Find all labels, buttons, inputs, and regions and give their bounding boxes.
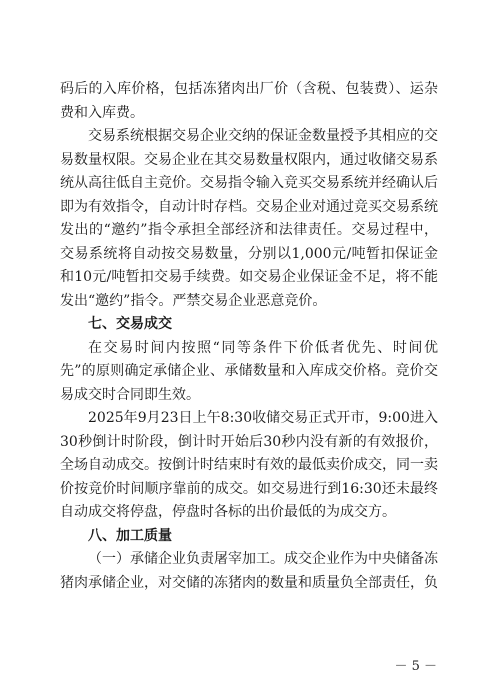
paragraph-continued: 码后的入库价格，包括冻猪肉出厂价（含税、包装费）、运杂费和入库费。 bbox=[60, 81, 438, 121]
paragraph-processing bbox=[60, 548, 438, 595]
paragraph-processing-text: 成交企业作为中央储备冻猪肉承储企业，对交储的冻猪肉的数量和质量负全部责任，负 bbox=[60, 551, 438, 591]
section-heading-eight: 八、加工质量 bbox=[88, 527, 172, 544]
paragraph-schedule: 2025年9月23日上午8:30收储交易正式开市，9:00进入30秒倒计时阶段，倒计时开始后30秒内没有新的有效报价，全场自动成交。按倒计时结束时有效的最低卖价成交，同一卖价按竞价时间顺序靠前的成交。如交易进行到16:30还未最终自动成交将停盘，停盘时各标的出价最低的为成交方。 bbox=[60, 410, 438, 520]
section-heading-seven: 七、交易成交 bbox=[88, 316, 172, 332]
page-number: － 5 － bbox=[394, 659, 437, 674]
paragraph-margin-rights: 交易系统根据交易企业交纳的保证金数量授予其相应的交易数量权限。交易企业在其交易数量权限内，通过收储交易系统从高往低自主竞价。交易指令输入竞买交易系统并经确认后即为有效指令，自动计时存档。交易企业对通过竞买交易系统发出的“邀约”指令承担全部经济和法律责任。交易过程中，交易系统将自动按交易数量，分别以1,000元/吨暂扣保证金和10元/吨暂扣交易手续费。如交易企业保证金不足，将不能发出“邀约”指令。严禁交易企业恶意竞价。 bbox=[60, 128, 438, 309]
document-body bbox=[60, 78, 438, 595]
subsection-lead: （一）承储企业负责屠宰加工。 bbox=[88, 551, 284, 567]
paragraph-principle: 在交易时间内按照“同等条件下价低者优先、时间优先”的原则确定承储企业、承储数量和入库成交价格。竞价交易成交时合同即生效。 bbox=[60, 339, 438, 403]
